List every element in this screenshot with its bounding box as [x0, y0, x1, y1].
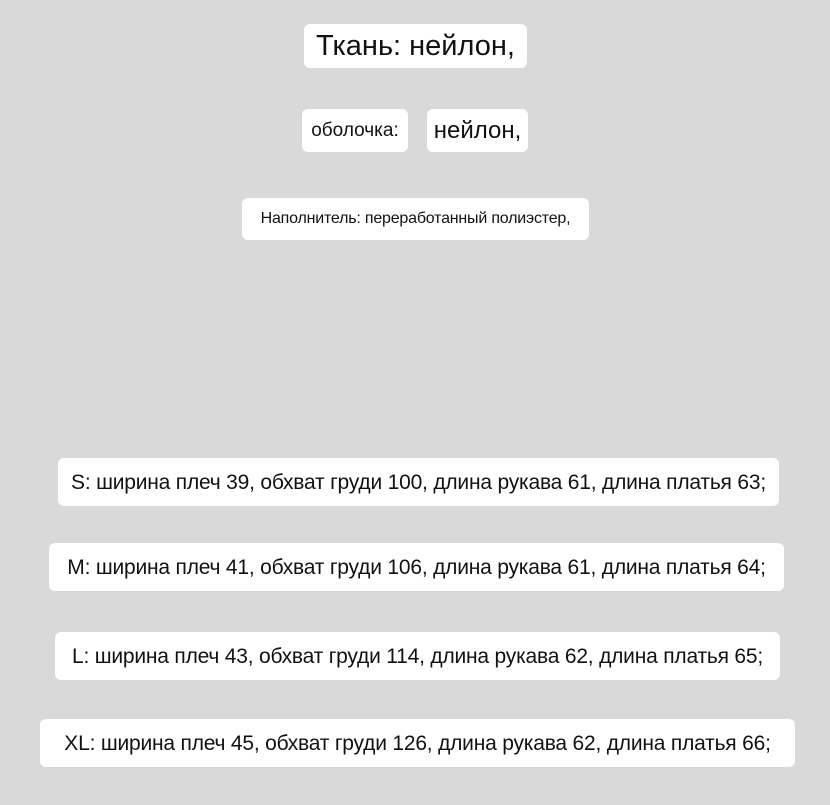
size-row-s: S: ширина плеч 39, обхват груди 100, длина рукава 61, длина платья 63; — [58, 458, 779, 506]
filler-label: Наполнитель: переработанный полиэстер, — [242, 198, 589, 240]
size-row-l: L: ширина плеч 43, обхват груди 114, длина рукава 62, длина платья 65; — [55, 632, 780, 680]
size-row-xl: XL: ширина плеч 45, обхват груди 126, длина рукава 62, длина платья 66; — [40, 719, 795, 767]
shell-label: оболочка: — [302, 109, 408, 152]
shell-value: нейлон, — [427, 109, 528, 152]
size-row-m: M: ширина плеч 41, обхват груди 106, длина рукава 61, длина платья 64; — [49, 543, 784, 591]
fabric-label: Ткань: нейлон, — [304, 24, 527, 68]
